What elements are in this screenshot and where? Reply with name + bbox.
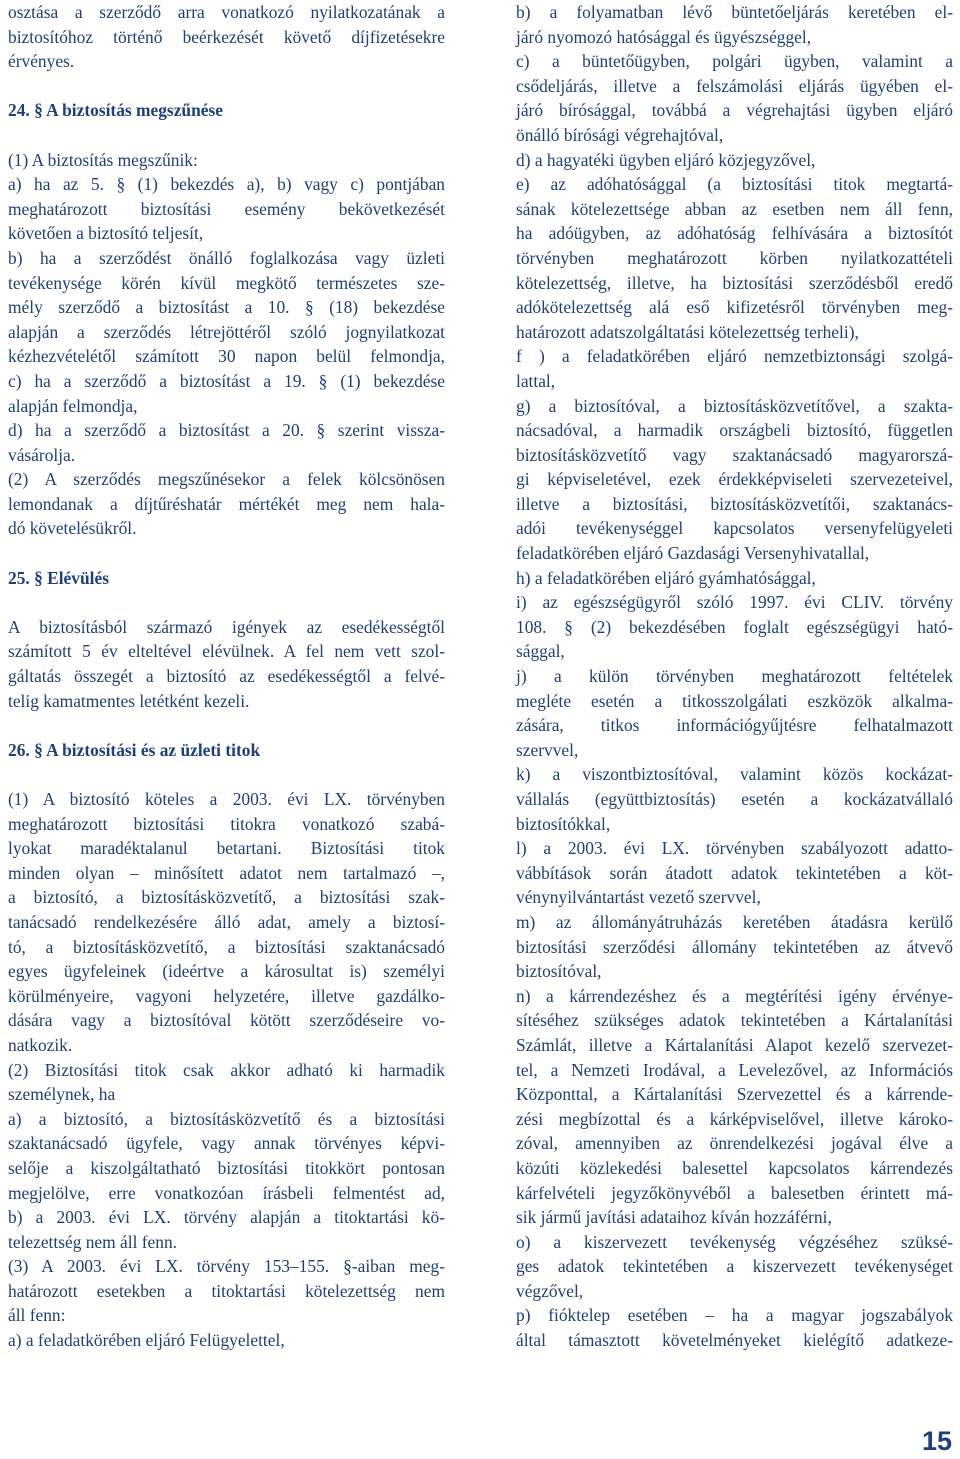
left-text-line: gáltatás összegét a biztosító az esedékességtől a felvé- (8, 666, 445, 687)
left-text-line: tanácsadó rendelkezésére álló adat, amely a biztosí- (8, 911, 445, 932)
right-text-line: l) a 2003. évi LX. törvényben szabályozott adatto- (516, 838, 953, 859)
right-text-line: vállalás (együttbiztosítás) esetén a kockázatvállaló (516, 789, 953, 809)
left-text-line: áll fenn: (8, 1305, 66, 1326)
right-text-line: j) a külön törvényben meghatározott feltételek (516, 666, 953, 687)
left-text-line: dására vagy a biztosítóval kötött szerződéseire vo- (8, 1010, 445, 1031)
right-text-line: sággal, (516, 641, 565, 662)
section-heading: 25. § Elévülés (8, 567, 109, 588)
left-text-line: (2) Biztosítási titok csak akkor adható ki harmadik (8, 1059, 445, 1080)
right-column (516, 0, 953, 1353)
right-text-line: tel, a Nemzeti Irodával, a Levelezővel, az Információs (516, 1059, 953, 1080)
right-text-line: f ) a feladatkörében eljáró nemzetbiztonsági szolgá- (516, 346, 953, 367)
left-text-line: megjelölve, erre vonatkozóan írásbeli felmentést ad, (8, 1182, 445, 1203)
right-text-line: biztosítóval, (516, 961, 602, 982)
right-text-line: vábbítások során átadott adatok tekintetében a köt- (516, 862, 953, 883)
right-text-line: zására, titkos információgyűjtésre felhatalmazott (516, 715, 953, 736)
left-text-line: határozott esetekben a titoktartási kötelezettség nem (8, 1280, 445, 1301)
right-text-line: biztosítási szerződési állomány tekintetében az átvevő (516, 936, 953, 957)
left-text-line: tevékenysége körén kívül megkötő természetes sze- (8, 272, 445, 293)
right-text-line: o) a kiszervezett tevékenység végzéséhez szüksé- (516, 1231, 953, 1252)
right-text-line: illetve a biztosítási, biztosításközvetítői, szaktanács- (516, 493, 953, 514)
right-text-line: b) a folyamatban lévő büntetőeljárás keretében el- (516, 2, 953, 22)
right-text-line: törvényben meghatározott körben nyilatkozattételi (516, 247, 953, 268)
right-text-line: vénynyilvántartást vezető szervvel, (516, 887, 761, 908)
left-text-line: érvényes. (8, 51, 75, 72)
right-text-line: kötelezettség, illetve, ha biztosítási szerződésből eredő (516, 272, 953, 293)
left-text-line: a) ha az 5. § (1) bekezdés a), b) vagy c) pontjában (8, 174, 445, 195)
right-text-line: p) fióktelep esetében – ha a magyar jogszabályok (516, 1305, 953, 1326)
right-text-line: ha adóügyben, az adóhatóság felhívására a biztosítót (516, 223, 953, 244)
right-text-line: járó nyomozó hatósággal és ügyészséggel, (516, 26, 812, 47)
right-text-line: c) a büntetőügyben, polgári ügyben, valamint a (516, 51, 953, 72)
right-text-line: által támasztott követelményeket kielégítő adatkeze- (516, 1330, 953, 1351)
right-text-line: kárfelvételi jegyzőkönyvéből a balesetben érintett má- (516, 1182, 953, 1203)
section-heading: 24. § A biztosítás megszűnése (8, 100, 223, 121)
left-text-line: osztása a szerződő arra vonatkozó nyilatkozatának a (8, 2, 445, 22)
left-text-line: d) ha a szerződő a biztosítást a 20. § szerint vissza- (8, 420, 445, 441)
paragraph-gap (8, 123, 445, 148)
left-text-line: alapján a szerződés létrejöttéről szóló jognyilatkozat (8, 321, 445, 342)
left-text-line: dó követelésükről. (8, 518, 137, 539)
right-text-line: járó bírósággal, továbbá a végrehajtási ügyben eljáró (516, 100, 953, 121)
right-text-line: határozott adatszolgáltatási kötelezettség terheli), (516, 321, 859, 342)
right-text-line: önálló bírósági végrehajtóval, (516, 124, 724, 145)
right-text-line: közúti közlekedési balesettel kapcsolatos kárrendezés (516, 1157, 953, 1178)
left-text-line: kézhezvételétől számított 30 napon belül felmondja, (8, 346, 445, 367)
section-heading: 26. § A biztosítási és az üzleti titok (8, 739, 261, 760)
left-text-line: natkozik. (8, 1034, 73, 1055)
left-text-line: meghatározott biztosítási titokra vonatkozó szabá- (8, 813, 445, 834)
left-text-line: a) a feladatkörében eljáró Felügyelettel, (8, 1330, 285, 1351)
right-text-line: feladatkörében eljáró Gazdasági Versenyhivatallal, (516, 543, 870, 564)
right-text-line: adókötelezettség alá eső kifizetésről törvényben meg- (516, 297, 953, 318)
right-text-line: zóval, amennyiben az önrendelkezési jogával élve a (516, 1133, 953, 1154)
paragraph-gap (8, 74, 445, 99)
left-text-line: A biztosításból származó igények az esedékességtől (8, 616, 445, 637)
left-text-line: körülményeire, vagyoni helyzetére, illetve gazdálko- (8, 985, 445, 1006)
right-text-line: sának kötelezettsége abban az esetben nem áll fenn, (516, 198, 953, 219)
right-text-line: m) az állományátruházás keretében átadásra kerülő (516, 911, 953, 932)
left-text-line: biztosítóhoz történő beérkezését követő díjfizetésekre (8, 26, 445, 47)
page-number: 15 (921, 1426, 952, 1456)
left-text-line: (1) A biztosító köteles a 2003. évi LX. törvényben (8, 789, 445, 809)
left-text-line: mély szerződő a biztosítást a 10. § (18) bekezdése (8, 297, 445, 318)
right-text-line: nácsadóval, a harmadik országbeli biztosító, független (516, 420, 953, 441)
left-text-line: számított 5 év elteltével elévülnek. A fel nem vett szol- (8, 641, 445, 662)
paragraph-gap (8, 713, 445, 738)
left-text-line: c) ha a szerződő a biztosítást a 19. § (1) bekezdése (8, 370, 445, 391)
right-text-line: g) a biztosítóval, a biztosításközvetítővel, a szakta- (516, 395, 953, 416)
right-text-line: sítéséhez szükséges adatok tekintetében a Kártalanítási (516, 1010, 953, 1031)
left-text-line: lemondanak a díjtűréshatár mértékét meg nem hala- (8, 493, 445, 514)
left-text-line: telig kamatmentes letétként kezeli. (8, 690, 250, 711)
left-text-line: követően a biztosító teljesít, (8, 223, 204, 244)
left-text-line: személynek, ha (8, 1084, 116, 1105)
right-text-line: lattal, (516, 370, 556, 391)
left-text-line: b) ha a szerződést önálló foglalkozása vagy üzleti (8, 247, 445, 268)
left-text-line: a) a biztosító, a biztosításközvetítő és a biztosítási (8, 1108, 445, 1129)
right-text-line: d) a hagyatéki ügyben eljáró közjegyzővel, (516, 149, 816, 170)
left-column (8, 0, 445, 1353)
right-text-line: sik jármű javítási adataihoz kíván hozzáférni, (516, 1207, 832, 1228)
right-text-line: ges adatok tekintetében a kiszervezett tevékenységet (516, 1256, 953, 1277)
right-text-line: Központtal, a Kártalanítási Szervezettel és a kárrende- (516, 1084, 953, 1105)
paragraph-gap (8, 590, 445, 615)
right-text-line: biztosításközvetítő vagy szaktanácsadó magyarorszá- (516, 444, 953, 465)
left-text-line: minden olyan – minősített adatot nem tartalmazó –, (8, 862, 445, 883)
left-text-line: b) a 2003. évi LX. törvény alapján a titoktartási kö- (8, 1207, 445, 1228)
left-text-line: selője a kiszolgáltatható biztosítási titokkört pontosan (8, 1157, 445, 1178)
right-text-line: szervvel, (516, 739, 579, 760)
right-text-line: biztosítókkal, (516, 813, 611, 834)
paragraph-gap (8, 541, 445, 566)
left-text-line: telezettség nem áll fenn. (8, 1231, 177, 1252)
right-text-line: h) a feladatkörében eljáró gyámhatósággal, (516, 567, 816, 588)
left-text-line: lyokat maradéktalanul betartani. Biztosítási titok (8, 838, 445, 859)
left-text-line: tó, a biztosításközvetítő, a biztosítási szaktanácsadó (8, 936, 445, 957)
right-text-line: n) a kárrendezéshez és a megtérítési igény érvénye- (516, 985, 953, 1006)
left-text-line: meghatározott biztosítási esemény bekövetkezését (8, 198, 445, 219)
right-text-line: megléte esetén a titkosszolgálati eszközök alkalma- (516, 690, 953, 711)
right-text-line: végzővel, (516, 1280, 584, 1301)
right-text-line: csődeljárás, illetve a felszámolási eljárás ügyében el- (516, 75, 953, 96)
right-text-line: k) a viszontbiztosítóval, valamint közös kockázat- (516, 764, 953, 785)
right-text-line: Számlát, illetve a Kártalanítási Alapot kezelő szervezet- (516, 1034, 953, 1055)
right-text-line: 108. § (2) bekezdésében foglalt egészségügyi ható- (516, 616, 953, 637)
left-text-line: a biztosító, a biztosításközvetítő, a biztosítási szak- (8, 887, 445, 908)
left-text-line: (2) A szerződés megszűnésekor a felek kölcsönösen (8, 469, 445, 490)
right-text-line: adói tevékenységgel kapcsolatos versenyfelügyeleti (516, 518, 953, 539)
left-text-line: szaktanácsadó ügyfele, vagy annak törvényes képvi- (8, 1133, 445, 1154)
left-text-line: alapján felmondja, (8, 395, 138, 416)
right-text-line: e) az adóhatósággal (a biztosítási titok megtartá- (516, 174, 953, 195)
left-text-line: vásárolja. (8, 444, 76, 465)
right-text-line: zési megbízottal és a kárképviselővel, illetve károko- (516, 1108, 953, 1129)
left-text-line: (1) A biztosítás megszűnik: (8, 149, 198, 170)
paragraph-gap (8, 762, 445, 787)
left-text-line: (3) A 2003. évi LX. törvény 153–155. §-aiban meg- (8, 1256, 445, 1277)
right-text-line: gi képviseletével, ezek érdekképviseleti szervezeteivel, (516, 469, 953, 490)
right-text-line: i) az egészségügyről szóló 1997. évi CLIV. törvény (516, 592, 953, 613)
left-text-line: egyes ügyfeleinek (ideértve a károsultat is) személyi (8, 961, 445, 982)
